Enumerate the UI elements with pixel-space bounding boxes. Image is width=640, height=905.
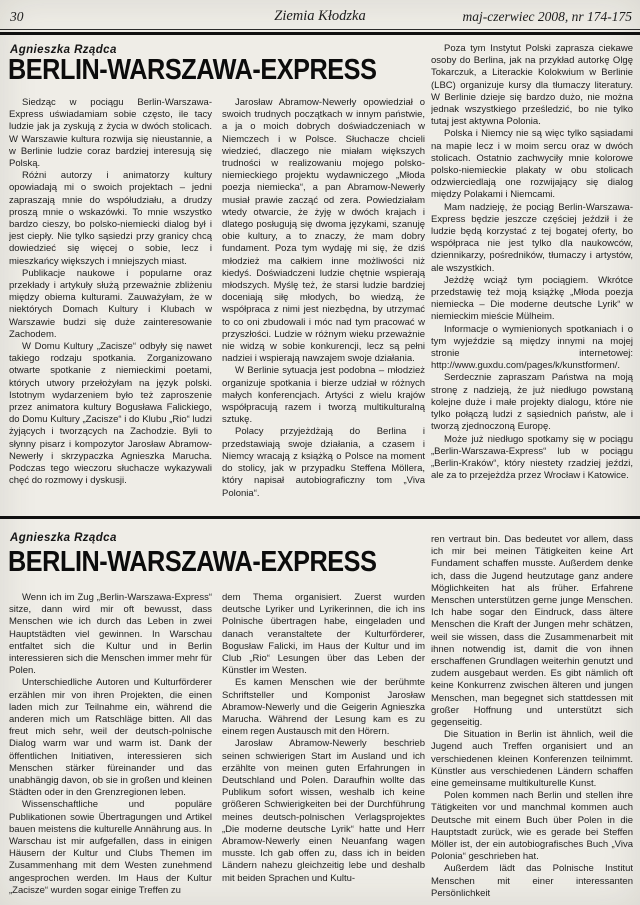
paragraph: Wissenschaftliche und populäre Publikationen sowie Übertragungen und Artikel bauen meistens die kulturelle Annährung aus. In Warschau ist mir aufgefallen, dass in einigen Häusern der Kultur und Clubs Themen im Zusammenhang mit dem Westen zunehmend angesprochen werden. Im Haus der Kultur „Zacisze“ wurden sogar einige Treffen zu (9, 799, 212, 896)
paragraph: Außerdem lädt das Polnische Institut Menschen mit einer interessanten Persönlichkeit (431, 863, 633, 899)
article-polish-column-1 (9, 97, 212, 516)
paragraph: dem Thema organisiert. Zuerst wurden deutsche Lyriker und Lyrikerinnen, die ich ins Polnische übertragen habe, eingeladen und danach veranstaltete der Kulturförderer, Bogusław Falicki, im Haus der Kultur und im Club „Rio“ Lesungen über das Leben der Künstler im Westen. (222, 592, 425, 677)
paragraph: Polacy przyjeżdżają do Berlina i przedstawiają swoje działania, a czasem i Niemcy wracają z książką o Polsce na moment do stolicy, jak w przypadku Steffena Möllera, który napisał autobiograficzny tom „Viva Polonia“. (222, 426, 425, 499)
paragraph: Publikacje naukowe i popularne oraz przekłady i artykuły służą przeważnie zbliżeniu między obiema kulturami. Zauważyłam, że w niektórych Domach Kultury i Klubach w Warszawie budzi się duże zainteresowanie Zachodem. (9, 267, 212, 340)
article-german-column-1 (9, 592, 212, 905)
paragraph: Polen kommen nach Berlin und stellen ihre Tätigkeiten vor und manchmal kommen auch Deutsche mit einem Buch über Polen in die Hauptstadt zurück, wie es gerade bei Steffen Möller ist, der ein autobiografisches Buch „Viva Polonia“ geschrieben hat. (431, 790, 633, 863)
paragraph: Serdecznie zapraszam Państwa na moją stronę z nadzieją, że już niedługo powstaną kolejne duże i małe projekty dialogu, które nie tylko połączą ludzi z sąsiednich państw, ale i tworzą zjednoczoną Europę. (431, 372, 633, 433)
page-number: 30 (10, 9, 24, 24)
paragraph: Może już niedługo spotkamy się w pociągu „Berlin-Warszawa-Express“ lub w pociągu „Berlin-Kraków“, który niestety rzadziej jeździ, ale za to przejeżdża przez Wrocław i Katowice. (431, 433, 633, 482)
article-german-author: Agnieszka Rządca (10, 532, 117, 544)
header-rule-thick (0, 32, 640, 35)
article-german-column-2 (222, 592, 425, 905)
header-rule-thin (0, 29, 640, 30)
article-polish-column-2 (222, 97, 425, 516)
paragraph: Unterschiedliche Autoren und Kulturförderer erzählen mir von ihren Projekten, die einen laden mich zur Teilnahme ein, während die anderen mich um Ratschläge bitten. All das freut mich sehr, weil der deutsch-polnische Dialog warm war und warm ist. Dank der öffentlichen Initiativen, interessieren sich Menschen stärker füreinander und das unabhängig davon, ob sie in großen und kleinen Städten oder in den Grenzregionen leben. (9, 677, 212, 799)
paragraph: W Berlinie sytuacja jest podobna – młodzież organizuje spotkania i bierze udział w różnych małych konferencjach. Artyści z wielu krajów współpracują razem i tworzą multikulturalną sztukę. (222, 365, 425, 426)
paragraph: ren vertraut bin. Das bedeutet vor allem, dass ich mir bei meinen Tätigkeiten keine Art Fundament schaffen musste. Außerdem denke ich, dass die Jugend heutzutage ganz andere Möglichkeiten hat als früher. Erfahrene Menschen unterstützen gerne junge Menschen. Ich habe sogar den Eindruck, dass ältere Menschen die Kraft der Jungen mehr schätzen, weil sie wissen, dass die Zusammenarbeit mit ihnen notwendig ist, damit die von ihnen erschaffenen Grundlagen weiterhin genutzt und zudem ausgebaut werden. Es gibt nämlich oft keine Konkurrenz zwischen älteren und jungen Menschen, man begegnet sich stattdessen mit großer Hoffnung und unterstützt sich gegenseitig. (431, 534, 633, 729)
paragraph: Die Situation in Berlin ist ähnlich, weil die Jugend auch Treffen organisiert und an verschiedenen kleinen Konferenzen teilnimmt. Künstler aus verschiedenen Ländern schaffen eine gemeinsame multikulturelle Kunst. (431, 729, 633, 790)
paragraph: Jeżdżę wciąż tym pociągiem. Wkrótce przedstawię też moją książkę „Młoda poezja niemiecka – Die moderne deutsche Lyrik“ w niemieckim mieście Mülheim. (431, 274, 633, 323)
paragraph: Jarosław Abramow-Newerły opowiedział o swoich trudnych początkach w innym państwie, a ja o moich dobrych doświadczeniach w Niemczech i w Polsce. Słuchacze chcieli wiedzieć, dlaczego nie miałam większych trudności w realizowaniu mojego polsko-niemieckiego projektu wydawniczego „Młoda poezja niemiecka“, a pan Abramow-Newerły musiał prawie zacząć od zera. Powiedziałam wtedy otwarcie, że żyję w dwóch krajach i dlatego posługują się dwoma językami, szanuję obie kultury, a to znaczy, że mam dobry fundament. Poza tym wydaję mi się, że dziś młodzież ma całkiem inne możliwości niż kiedyś. Doświadczeni ludzie chętnie wspierają młodszych. Myślę też, że starsi ludzie bardziej doceniają siłę młodych, bo wiedzą, że współpraca z nimi jest niezbędna, by utrzymać to co oni zbudowali i móc nad tym pracować w przyszłości. Ludzie w różnym wieku przeważnie nie widzą w sobie konkurencji, lecz są pełni nadziei i wspierają nawzajem swoje działania. (222, 97, 425, 365)
article-polish-column-3 (431, 43, 633, 516)
paragraph: Polska i Niemcy nie są więc tylko sąsiadami na mapie lecz i w moim sercu oraz w dwóch stolicach. Ostatnio zachwyciły mnie kolorowe polsko-niemieckie plakaty w obu stolicach odzwierciedlają one rozwijający się dialog między Polakami i Niemcami. (431, 128, 633, 201)
paragraph: Różni autorzy i animatorzy kultury opowiadają mi o swoich projektach – jedni zapraszają mnie do współudziału, a drudzy proszą mnie o wskazówki. To mnie wszystko bardzo cieszy, bo polsko-niemiecki dialog był i jest ciepły. Nie tylko sąsiedzi przy granicy chcą dowiedzieć się więcej o sobie, lecz i mieszkańcy większych i mniejszych miast. (9, 170, 212, 267)
paragraph: Mam nadzieję, że pociąg Berlin-Warszawa-Express będzie jeszcze częściej jeździł i że ludzie będą korzystać z tej bogatej oferty, bo współpraca nie jest tylko dla naukowców, dziennikarzy, pośredników, tłumaczy i artystów, ale wszystkich. (431, 201, 633, 274)
paragraph: Wenn ich im Zug „Berlin-Warszawa-Express“ sitze, dann wird mir oft bewusst, dass Menschen wie ich durch das Leben in zwei Hauptstädten viel gewinnen. In Warschau entfaltet sich die Kultur und in Berlin interessieren sich die Menschen immer mehr für Polen. (9, 592, 212, 677)
issue-info: maj-czerwiec 2008, nr 174-175 (462, 9, 632, 24)
paragraph: Jarosław Abramow-Newerly beschrieb seinen schwierigen Start im Ausland und ich erzählte von meinen guten Erfahrungen in Deutschland und Polen. Daraufhin wollte das Publikum sofort wissen, weshalb ich keine größeren Schwierigkeiten bei der Durchführung meines deutsch-polnischen Verlagsprojektes „Die moderne deutsche Lyrik“ hatte und Herr Abramow-Newerly einen Neuanfang wagen musste. Ich gab offen zu, dass ich in beiden Ländern nahezu gleichzeitig lebe und deshalb mit beiden Sprachen und Kultu- (222, 738, 425, 884)
paragraph: Informacje o wymienionych spotkaniach i o tym wyjeździe są między innymi na mojej stronie internetowej: http://www.guxdu.com/pages/k/kunstformen/. (431, 323, 633, 372)
article-polish-headline: BERLIN-WARSZAWA-EXPRESS (8, 54, 377, 86)
paragraph: W Domu Kultury „Zacisze“ odbyły się nawet takiego rodzaju spotkania. Zorganizowano otwarte spotkanie z niemieckimi poetami, których utwory przełożyłam na język polski. Istotnym wydarzeniem było też zaproszenie przez animatora kultury Bogusława Falickiego, do Domu Kultury „Zacisze“ i do Klubu „Rio“ ludzi żyjących i tworzących na Zachodzie. Byli to słynny pisarz i kompozytor Jarosław Abramow-Newerły i skrzypaczka Agnieszka Marucha. Podczas tego wieczoru słuchacze wykazywali chęć do rozmowy i dyskusji. (9, 341, 212, 487)
paragraph: Es kamen Menschen wie der berühmte Schriftsteller und Komponist Jarosław Abramow-Newerly und die Geigerin Agnieszka Marucha. Während der Lesung kam es zu einem regen Austausch mit den Hörern. (222, 677, 425, 738)
article-divider-rule (0, 516, 640, 519)
page-header (0, 7, 640, 29)
article-german-column-3 (431, 534, 633, 905)
article-german-headline: BERLIN-WARSZAWA-EXPRESS (8, 546, 377, 578)
article-polish-author: Agnieszka Rządca (10, 44, 117, 56)
journal-title: Ziemia Kłodzka (274, 8, 366, 24)
paragraph: Poza tym Instytut Polski zaprasza ciekawe osoby do Berlina, jak na przykład autorkę Olgę Tokarczuk, a Literackie Kolokwium w Berlinie (LBC) organizuje kursy dla tłumaczy literatury. W Berlinie dzieje się bardzo dużo, nie można jednak wszystkiego prześledzić, bo nie tylko tutaj jest aktywna Polonia. (431, 43, 633, 128)
paragraph: Siedząc w pociągu Berlin-Warszawa-Express uświadamiam sobie często, ile tacy ludzie jak ja zyskują z życia w dwóch stolicach. W Warszawie kultura rozwija się nieustannie, a w Berlinie ludzie coraz bardziej interesują się Polską. (9, 97, 212, 170)
